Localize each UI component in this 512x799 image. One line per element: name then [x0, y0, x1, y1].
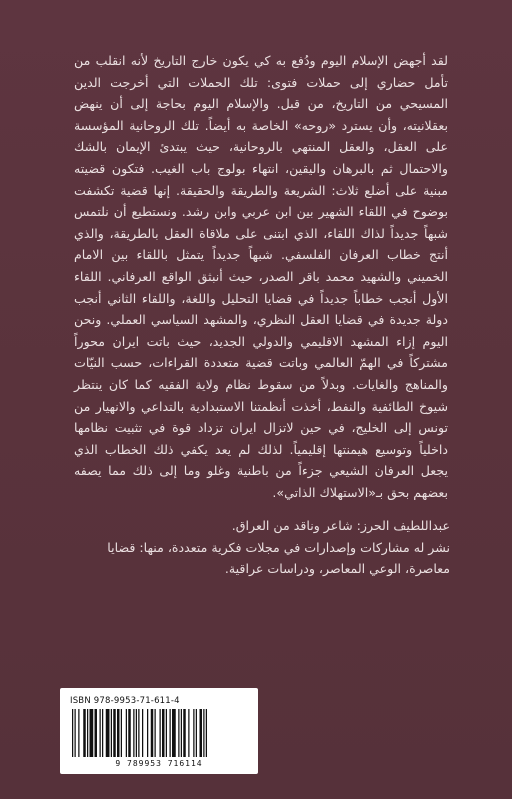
author-bio [72, 515, 450, 579]
isbn-barcode-box [60, 688, 258, 774]
barcode-digits: 9 789953 716114 [115, 759, 203, 768]
synopsis-paragraph: لقد أجهض الإسلام اليوم ودُفع به كي يكون خارج التاريخ لأنه انقلب من تأمل حضاري إلى حملات فتوى: تلك الحملات التي أخرجت الدين المسيحي من التاريخ، من قبل. والإسلام اليوم بحاجة إلى أن ينهض بعقلانيته، وأن يسترد «روحه» الخاصة به أيضاً. تلك الروحانية المؤسسة على العقل، والعقل المنتهي بالروحانية، حيث يبتدئ الإيمان بالشك والاحتمال ثم بالبرهان واليقين، انتهاء بولوج باب الغيب. فتكون قضيته مبنية على أضلع ثلاث: الشريعة والطريقة والحقيقة. إنها قضية تكشفت بوضوح في اللقاء الشهير بين ابن عربي وابن رشد. ونستطيع أن نلتمس شبهاً جديداً لذاك اللقاء، الذي ابتنى على ملاقاة العقل بالطريقة، والذي أنتج خطاب العرفان الفلسفي. شبهاً جديداً يتمثل باللقاء بين الامام الخميني والشهيد محمد باقر الصدر، حيث أنبثق الواقع العرفاني. اللقاء الأول أنجب خطاباً جديداً في قضايا التحليل واللغة، واللقاء الثاني أنجب دولة جديدة في قضايا العقل النظري، والمشهد السياسي العملي. ونحن اليوم إزاء المشهد الاقليمي والدولي الجديد، حيث باتت ايران محوراً مشتركاً في الهمّ العالمي وباتت قضية متعددة القراءات، حسب النيّات والمناهج والغايات. وبدلاً من سقوط نظام ولاية الفقيه كما كان ينتظر شيوخ الطائفية والنفط، أخذت أنظمتنا الاستبدادية بالتداعي والانهيار من تونس إلى الخليج، في حين لاتزال ايران تزداد قوة في تثبيت نظامها داخلياً وتوسيع هيمنتها إقليمياً. لذلك لم يعد يكفي ذلك الخطاب الذي يجعل العرفان الشيعي جزءاً من باطنية وغلو وما إلى ذلك مما يصفه بعضهم بحق بـ«الاستهلاك الذاتي». [74, 53, 448, 500]
synopsis [74, 50, 448, 503]
barcode-icon [68, 709, 250, 759]
bio-line: نشر له مشاركات وإصدارات في مجلات فكرية متعددة، منها: قضايا معاصرة، الوعي المعاصر، ودراسات عراقية. [107, 540, 450, 576]
isbn-label: ISBN 978-9953-71-611-4 [70, 696, 180, 706]
author-line: عبداللطيف الحرز: شاعر وناقد من العراق. [231, 518, 450, 533]
